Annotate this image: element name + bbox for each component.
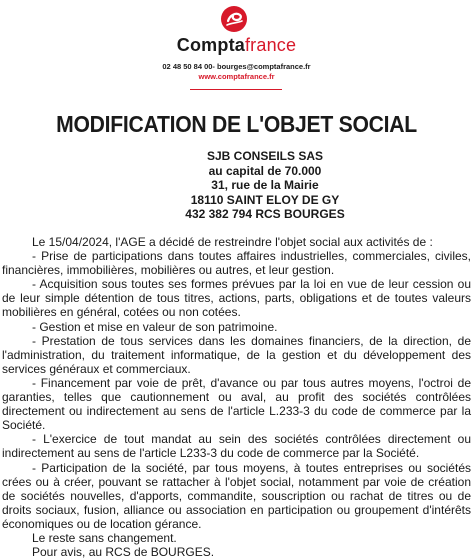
notice-title: MODIFICATION DE L'OBJET SOCIAL: [56, 111, 417, 137]
notice-body: [2, 235, 471, 559]
comptafrance-logo-icon: [221, 6, 247, 32]
brand-name: [0, 34, 473, 56]
company-street: 31, rue de la Mairie: [211, 178, 319, 192]
company-name: SJB CONSEILS SAS: [206, 149, 324, 163]
header-divider: [190, 89, 282, 90]
paragraph-activity: - Prestation de tous services dans les domaines financiers, de la direction, de l'administration, du traitement informatique, de la gestion et du développement des services généraux et commerciaux.: [2, 333, 471, 376]
brand-name-bold: Compta: [176, 35, 245, 55]
company-capital: au capital de 70.000: [208, 163, 322, 178]
contact-line: 02 48 50 84 00- bourges@comptafrance.fr: [162, 62, 311, 71]
paragraph-closing: Le reste sans changement.: [32, 530, 177, 545]
website-link[interactable]: www.comptafrance.fr: [198, 72, 275, 81]
paragraph-activity: - Acquisition sous toutes ses formes prévues par la loi en vue de leur cession ou de leur simple détention de tous titres, actions, parts, obligations et de toutes valeurs mobilières en général, cotées ou non cotées.: [2, 277, 471, 320]
paragraph-activity: - Participation de la société, par tous moyens, à toutes entreprises ou sociétés crées ou à créer, pouvant se rattacher à l'objet social, notamment par voie de création de sociétés nouvelles, d'apports, commandite, souscription ou rachat de titres ou de droits sociaux, fusion, alliance ou association en participation ou groupement d'intérêts économiques ou de location gérance.: [2, 460, 471, 531]
company-rcs: 432 382 794 RCS BOURGES: [185, 207, 345, 221]
paragraph-intro: Le 15/04/2024, l'AGE a décidé de restreindre l'objet social aux activités de :: [32, 235, 433, 249]
paragraph-activity: - Prise de participations dans toutes affaires industrielles, commerciales, civiles, financières, immobilières, mobilières ou autres, et leur gestion.: [2, 249, 471, 278]
paragraph-activity: - Financement par voie de prêt, d'avance ou par tous autres moyens, l'octroi de garanties, telles que cautionnement ou aval, au profit des sociétés contrôlées directement ou indirectement au sens de l'article L.233-3 du code de commerce par la Société.: [2, 375, 471, 433]
company-block: [140, 149, 390, 222]
paragraph-activity: - L'exercice de tout mandat au sein des sociétés contrôlées directement ou indirectement au sens de l'article L233-3 du code de commerce par la Société.: [2, 432, 471, 461]
brand-name-light: france: [244, 35, 297, 55]
paragraph-signature: Pour avis, au RCS de BOURGES.: [32, 545, 215, 559]
company-city: 18110 SAINT ELOY DE GY: [190, 192, 340, 207]
paragraph-activity: - Gestion et mise en valeur de son patrimoine.: [32, 319, 278, 334]
letterhead: [0, 0, 473, 100]
